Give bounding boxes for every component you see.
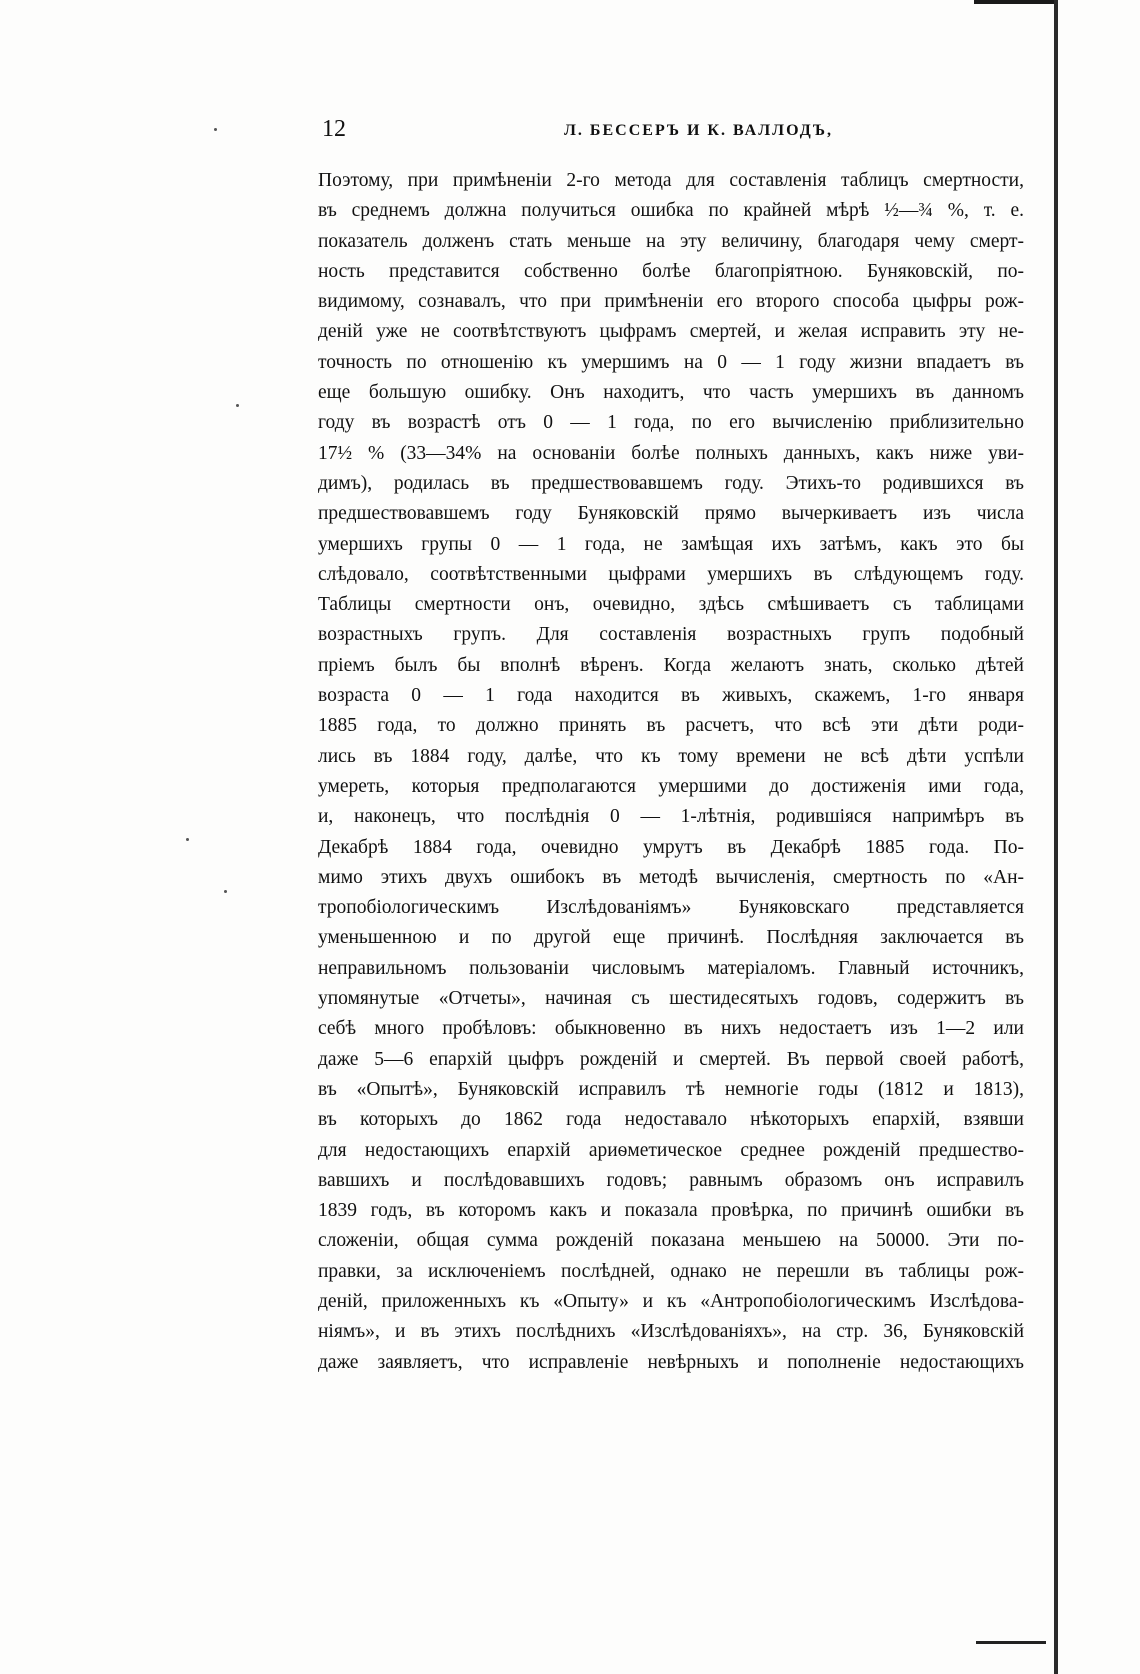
running-head-title: Л. БЕССЕРЪ И К. ВАЛЛОДЪ, [564,122,833,139]
text-line: въ среднемъ должна получиться ошибка по крайней мѣрѣ ½—¾ %, т. е. [318,200,1024,222]
bottom-edge-mark [976,1641,1046,1644]
text-line: въ которыхъ до 1862 года недоставало нѣкоторыхъ епархій, взявши [318,1109,1024,1131]
running-head [322,116,1022,148]
text-line: году въ возрастѣ отъ 0 — 1 года, по его вычисленію приблизительно [318,412,1024,434]
text-line: и, наконецъ, что послѣднія 0 — 1-лѣтнія, родившіяся напримѣръ въ [318,806,1024,828]
text-line: димъ), родилась въ предшествовавшемъ году. Этихъ-то родившихся въ [318,472,1024,494]
text-line: еще большую ошибку. Онъ находитъ, что часть умершихъ въ данномъ [318,382,1024,404]
text-line: правки, за исключеніемъ послѣдней, однако не перешли въ таблицы рож- [318,1260,1024,1282]
text-line: неправильномъ пользованіи числовымъ матеріаломъ. Главный источникъ, [318,957,1024,979]
page-number: 12 [322,116,346,142]
text-line: предшествовавшемъ году Буняковскій прямо вычеркиваетъ изъ числа [318,503,1024,525]
text-line: Таблицы смертности онъ, очевидно, здѣсь смѣшиваетъ съ таблицами [318,594,1024,616]
text-line: Поэтому, при примѣненіи 2-го метода для составленія таблицъ смертности, [318,170,1024,191]
text-line: себѣ много пробѣловъ: обыкновенно въ нихъ недостаетъ изъ 1—2 или [318,1018,1024,1040]
text-line: видимому, сознавалъ, что при примѣненіи его второго способа цыфры рож- [318,291,1024,313]
text-line: тропобіологическимъ Изслѣдованіямъ» Буняковскаго представляется [318,897,1024,919]
text-line: возрастныхъ групъ. Для составленія возрастныхъ групъ подобный [318,624,1024,646]
text-line: Декабрѣ 1884 года, очевидно умрутъ въ Декабрѣ 1885 года. По- [318,836,1024,858]
text-line: слѣдовало, соотвѣтственными цыфрами умершихъ въ слѣдующемъ году. [318,563,1024,585]
text-line: для недостающихъ епархій ариѳметическое среднее рожденій предшество- [318,1139,1024,1161]
text-line: сложеніи, общая сумма рожденій показана меньшею на 50000. Эти по- [318,1230,1024,1252]
text-line: лись въ 1884 году, далѣе, что къ тому времени не всѣ дѣти успѣли [318,745,1024,767]
scan-speck [236,404,239,407]
text-line: уменьшенною и по другой еще причинѣ. Послѣдняя заключается въ [318,927,1024,949]
text-line: умереть, которыя предполагаются умершими до достиженія ими года, [318,775,1024,797]
scan-speck [224,890,227,893]
scan-speck [214,128,217,131]
text-line: даже 5—6 епархій цыфръ рожденій и смертей. Въ первой своей работѣ, [318,1048,1024,1070]
text-line: 17½ % (33—34% на основаніи болѣе полныхъ данныхъ, какъ ниже уви- [318,442,1024,464]
text-line: ніямъ», и въ этихъ послѣднихъ «Изслѣдованіяхъ», на стр. 36, Буняковскій [318,1321,1024,1343]
text-line: вавшихъ и послѣдовавшихъ годовъ; равнымъ образомъ онъ исправилъ [318,1169,1024,1191]
text-line: въ «Опытѣ», Буняковскій исправилъ тѣ немногіе годы (1812 и 1813), [318,1078,1024,1100]
text-line: 1839 годъ, въ которомъ какъ и показала провѣрка, по причинѣ ошибки въ [318,1200,1024,1222]
text-line: мимо этихъ двухъ ошибокъ въ методѣ вычисленія, смертность по «Ан- [318,866,1024,888]
text-line: точность по отношенію къ умершимъ на 0 — 1 году жизни впадаетъ въ [318,351,1024,373]
text-line: упомянутые «Отчеты», начиная съ шестидесятыхъ годовъ, содержитъ въ [318,988,1024,1010]
right-edge-rule [1054,0,1058,1674]
text-line: ность представится собственно болѣе благопріятною. Буняковскій, по- [318,260,1024,282]
text-line: умершихъ групы 0 — 1 года, не замѣщая ихъ затѣмъ, какъ это бы [318,533,1024,555]
top-edge-rule [974,0,1054,4]
scan-speck [186,838,189,841]
text-line: пріемъ былъ бы вполнѣ вѣренъ. Когда желаютъ знать, сколько дѣтей [318,654,1024,676]
text-line: возраста 0 — 1 года находится въ живыхъ, скажемъ, 1-го января [318,685,1024,707]
text-line: деній, приложенныхъ къ «Опыту» и къ «Антропобіологическимъ Изслѣдова- [318,1290,1024,1312]
text-line: даже заявляетъ, что исправленіе невѣрныхъ и пополненіе недостающихъ [318,1351,1024,1373]
text-line: показатель долженъ стать меньше на эту величину, благодаря чему смерт- [318,230,1024,252]
text-line: деній уже не соотвѣтствуютъ цыфрамъ смертей, и желая исправить эту не- [318,321,1024,343]
text-line: 1885 года, то должно принять въ расчетъ, что всѣ эти дѣти роди- [318,715,1024,737]
body-text [318,166,1024,1378]
